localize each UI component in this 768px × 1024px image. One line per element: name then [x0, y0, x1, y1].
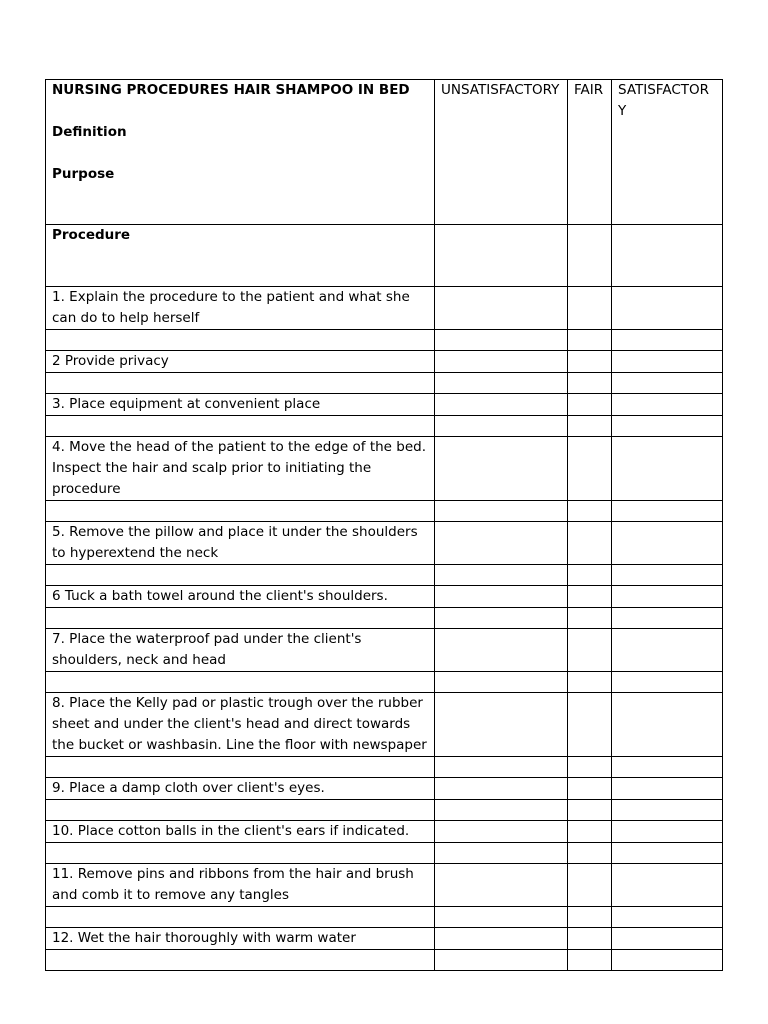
step-3-text: 3. Place equipment at convenient place [46, 394, 435, 416]
rating-cell-satisfactory[interactable] [612, 586, 723, 608]
step-row [46, 287, 723, 330]
step-5-text: 5. Remove the pillow and place it under the shoulders to hyperextend the neck [46, 522, 435, 565]
rating-cell-fair[interactable] [568, 629, 612, 672]
spacer-row [46, 373, 723, 394]
step-row [46, 586, 723, 608]
rating-cell-unsatisfactory[interactable] [435, 586, 568, 608]
rating-cell-satisfactory[interactable] [612, 864, 723, 907]
spacer-row [46, 950, 723, 971]
procedure-label: Procedure [46, 225, 435, 287]
rating-cell-fair[interactable] [568, 225, 612, 287]
unsatisfactory-column-header: UNSATISFACTORY [435, 80, 568, 225]
rating-cell-satisfactory[interactable] [612, 928, 723, 950]
rating-cell-unsatisfactory[interactable] [435, 693, 568, 757]
step-row [46, 437, 723, 501]
rating-cell-unsatisfactory[interactable] [435, 928, 568, 950]
rating-cell-unsatisfactory[interactable] [435, 437, 568, 501]
rating-cell-satisfactory[interactable] [612, 821, 723, 843]
step-12-text: 12. Wet the hair thoroughly with warm water [46, 928, 435, 950]
rating-cell-satisfactory[interactable] [612, 351, 723, 373]
rating-cell-satisfactory[interactable] [612, 394, 723, 416]
rating-cell-satisfactory[interactable] [612, 522, 723, 565]
rating-cell-satisfactory[interactable] [612, 693, 723, 757]
rating-cell-fair[interactable] [568, 778, 612, 800]
header-row [46, 80, 723, 225]
satisfactory-column-header: SATISFACTORY [612, 80, 723, 225]
rating-cell-fair[interactable] [568, 394, 612, 416]
step-row [46, 629, 723, 672]
step-6-text: 6 Tuck a bath towel around the client's shoulders. [46, 586, 435, 608]
rating-cell-fair[interactable] [568, 522, 612, 565]
step-4-text: 4. Move the head of the patient to the edge of the bed. Inspect the hair and scalp prior to initiating the procedure [46, 437, 435, 501]
spacer-row [46, 608, 723, 629]
rating-cell-unsatisfactory[interactable] [435, 864, 568, 907]
procedure-checklist-table [45, 79, 723, 971]
rating-cell-satisfactory[interactable] [612, 629, 723, 672]
spacer-row [46, 672, 723, 693]
rating-cell-unsatisfactory[interactable] [435, 821, 568, 843]
spacer-row [46, 416, 723, 437]
rating-cell-fair[interactable] [568, 821, 612, 843]
step-row [46, 693, 723, 757]
title-cell [46, 80, 435, 225]
step-row [46, 928, 723, 950]
spacer-row [46, 757, 723, 778]
step-1-text: 1. Explain the procedure to the patient and what she can do to help herself [46, 287, 435, 330]
spacer-row [46, 501, 723, 522]
step-10-text: 10. Place cotton balls in the client's ears if indicated. [46, 821, 435, 843]
rating-cell-fair[interactable] [568, 928, 612, 950]
step-row [46, 778, 723, 800]
rating-cell-fair[interactable] [568, 351, 612, 373]
step-row [46, 864, 723, 907]
step-2-text: 2 Provide privacy [46, 351, 435, 373]
step-row [46, 522, 723, 565]
rating-cell-unsatisfactory[interactable] [435, 225, 568, 287]
rating-cell-satisfactory[interactable] [612, 778, 723, 800]
procedure-label-row [46, 225, 723, 287]
rating-cell-fair[interactable] [568, 287, 612, 330]
fair-column-header: FAIR [568, 80, 612, 225]
step-7-text: 7. Place the waterproof pad under the client's shoulders, neck and head [46, 629, 435, 672]
rating-cell-unsatisfactory[interactable] [435, 287, 568, 330]
definition-label: Definition [52, 124, 127, 140]
rating-cell-unsatisfactory[interactable] [435, 778, 568, 800]
purpose-label: Purpose [52, 166, 115, 182]
procedure-title: NURSING PROCEDURES HAIR SHAMPOO IN BED [52, 82, 410, 98]
spacer-row [46, 907, 723, 928]
step-row [46, 394, 723, 416]
rating-cell-fair[interactable] [568, 864, 612, 907]
rating-cell-satisfactory[interactable] [612, 287, 723, 330]
spacer-row [46, 843, 723, 864]
step-row [46, 351, 723, 373]
rating-cell-unsatisfactory[interactable] [435, 351, 568, 373]
rating-cell-satisfactory[interactable] [612, 225, 723, 287]
rating-cell-satisfactory[interactable] [612, 437, 723, 501]
step-9-text: 9. Place a damp cloth over client's eyes. [46, 778, 435, 800]
step-11-text: 11. Remove pins and ribbons from the hair and brush and comb it to remove any tangles [46, 864, 435, 907]
rating-cell-fair[interactable] [568, 586, 612, 608]
rating-cell-fair[interactable] [568, 693, 612, 757]
step-row [46, 821, 723, 843]
rating-cell-fair[interactable] [568, 437, 612, 501]
rating-cell-unsatisfactory[interactable] [435, 394, 568, 416]
rating-cell-unsatisfactory[interactable] [435, 629, 568, 672]
spacer-row [46, 565, 723, 586]
spacer-row [46, 330, 723, 351]
spacer-row [46, 800, 723, 821]
rating-cell-unsatisfactory[interactable] [435, 522, 568, 565]
step-8-text: 8. Place the Kelly pad or plastic trough over the rubber sheet and under the client's head and direct towards the bucket or washbasin. Line the floor with newspaper [46, 693, 435, 757]
